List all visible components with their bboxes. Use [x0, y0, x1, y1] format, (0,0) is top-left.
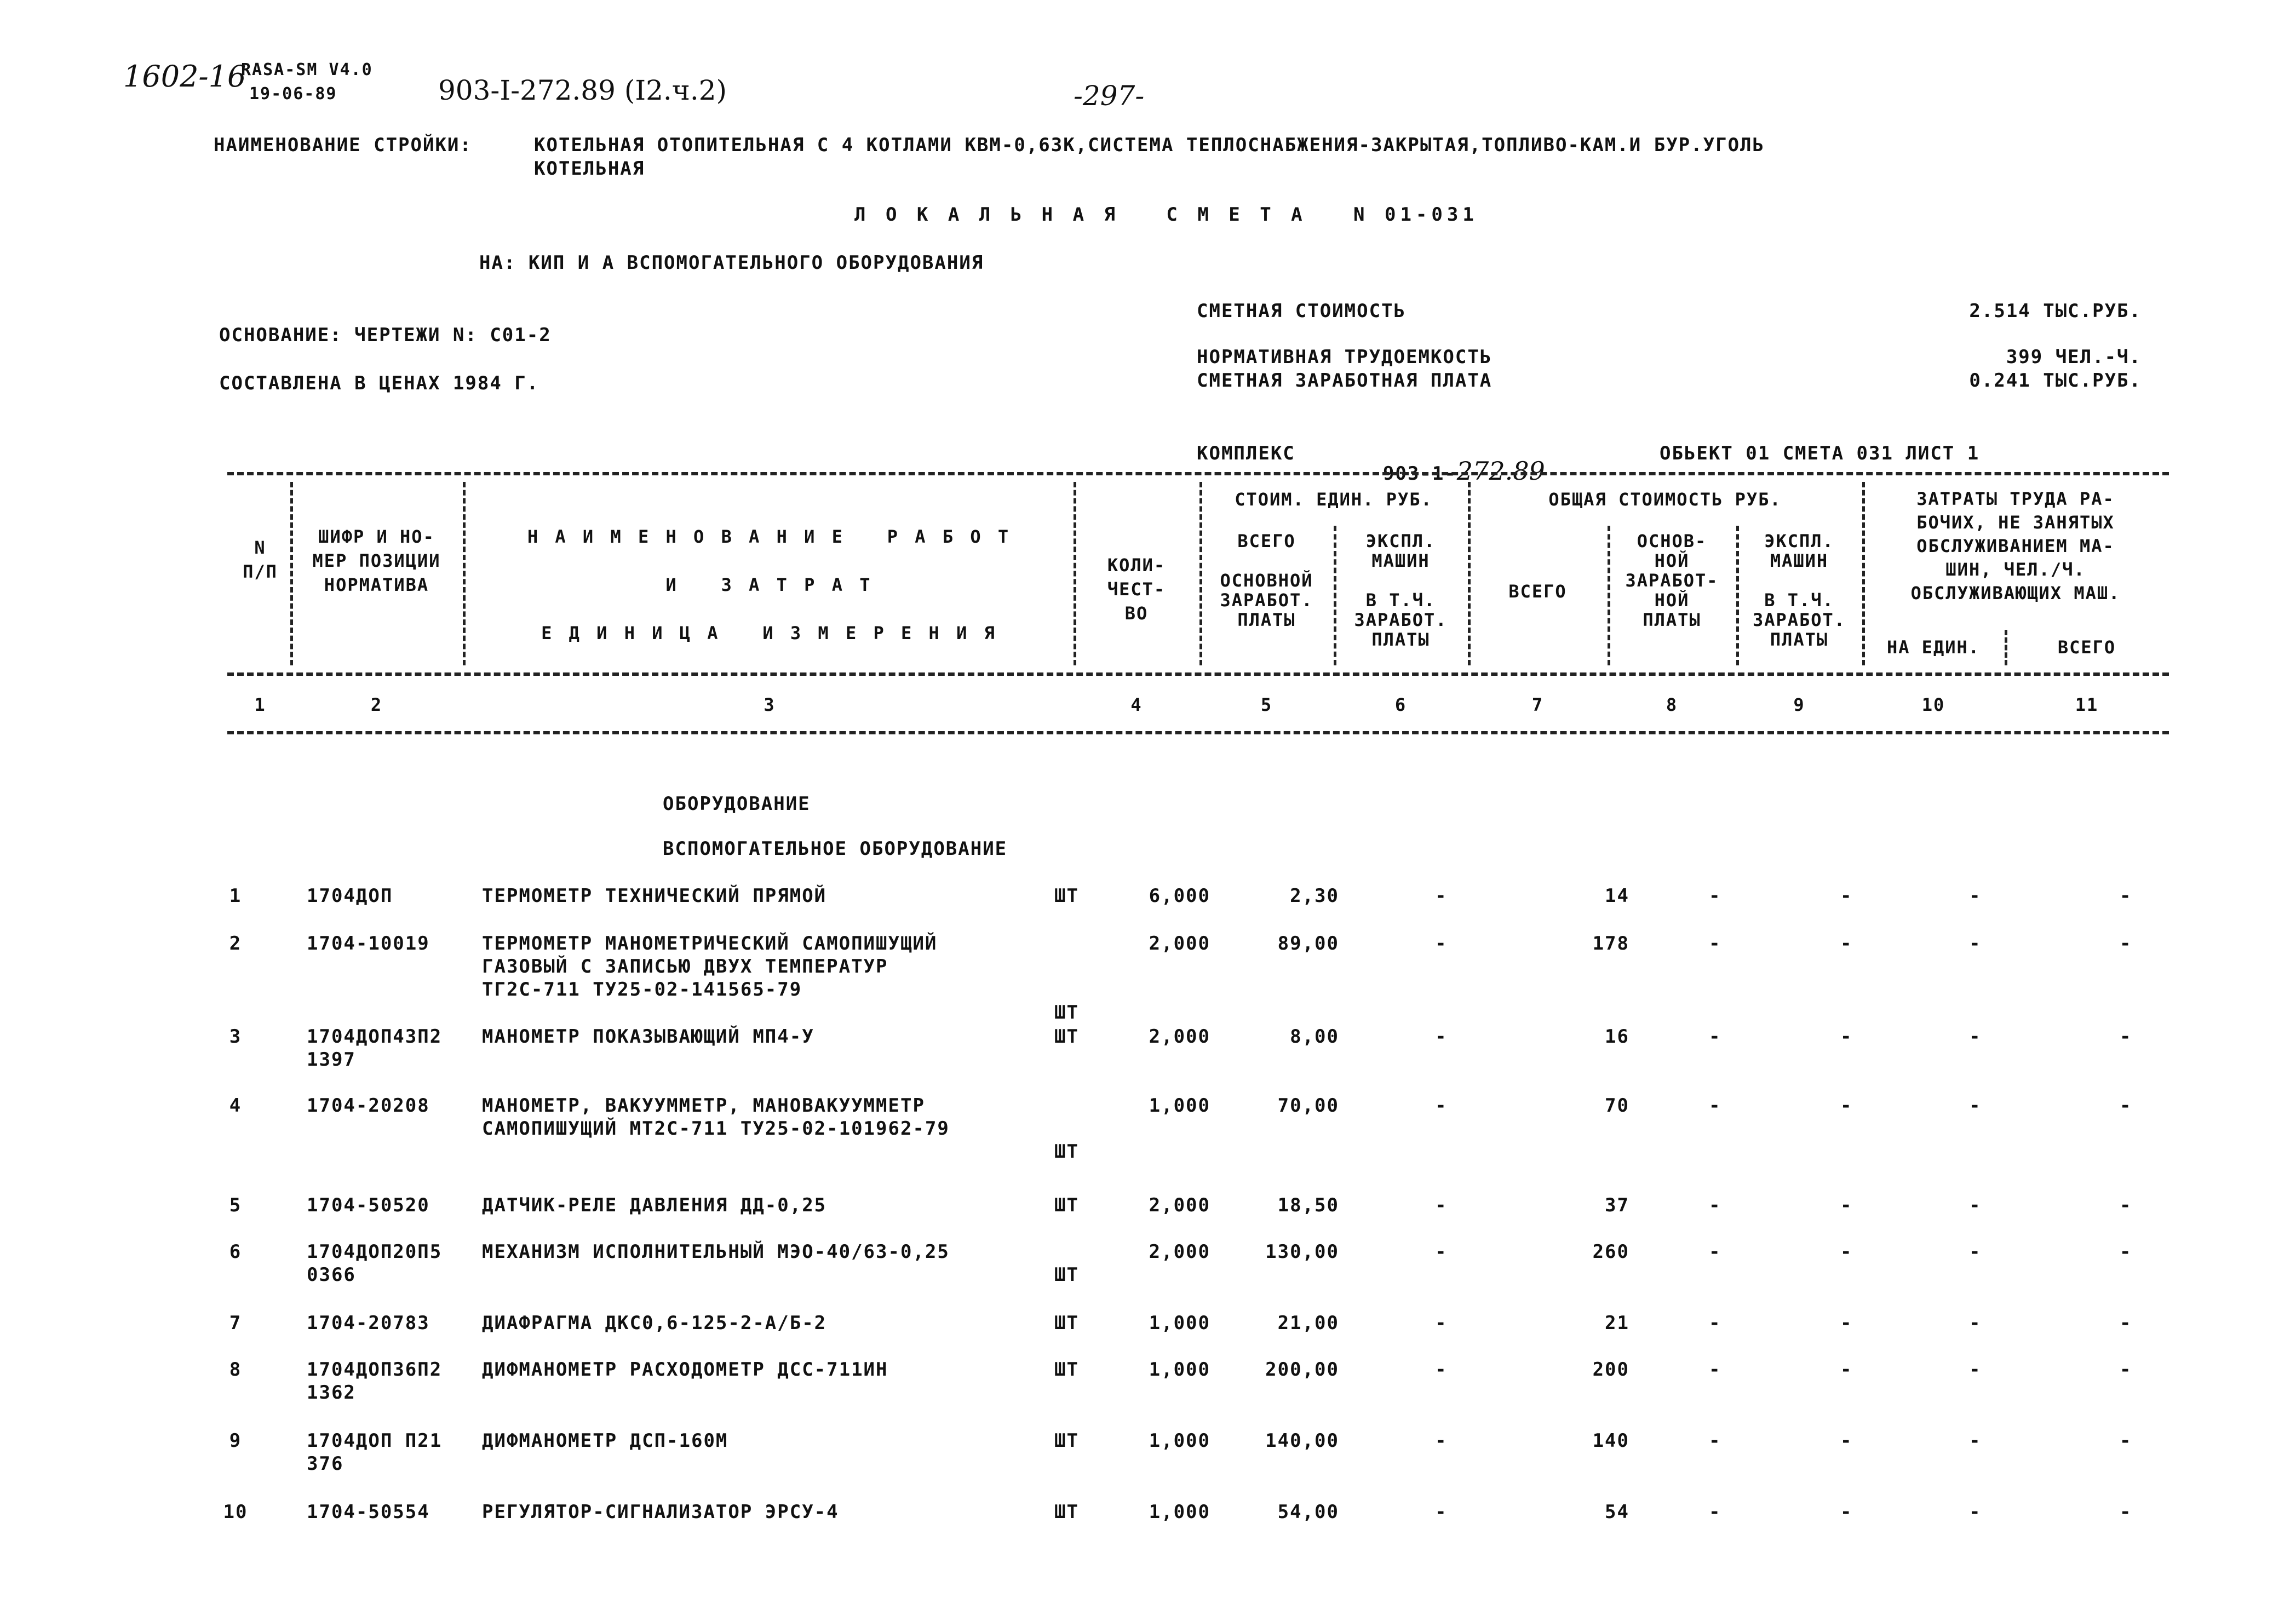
- row-unit-machines: -: [1435, 885, 1448, 907]
- object-info: ОБЬЕКТ 01 СМЕТА 031 ЛИСТ 1: [1660, 442, 1980, 464]
- row-number: 10: [223, 1501, 248, 1523]
- row-quantity: 2,000: [1149, 1194, 1210, 1216]
- basis: ОСНОВАНИЕ: ЧЕРТЕЖИ N: С01-2: [219, 324, 552, 346]
- row-machines: -: [1840, 1501, 1853, 1523]
- row-unit: ШТ: [1054, 1026, 1079, 1048]
- row-name-line: ТГ2С-711 ТУ25-02-141565-79: [482, 979, 802, 1001]
- row-machines: -: [1840, 1312, 1853, 1334]
- row-quantity: 2,000: [1149, 1026, 1210, 1048]
- col-number-3: 3: [764, 694, 776, 715]
- row-code-continued: 376: [307, 1453, 344, 1475]
- col-header-name: Н А И М Е Н О В А Н И Е Р А Б О Т И З А Т Р А Т Е Д И Н И Ц А И З М Е Р Е Н И Я: [527, 526, 1012, 643]
- row-unit: ШТ: [1054, 1002, 1079, 1024]
- row-labor-per-unit: -: [1969, 1095, 1982, 1117]
- cost-label: СМЕТНАЯ СТОИМОСТЬ: [1197, 300, 1406, 322]
- row-number: 9: [229, 1430, 242, 1452]
- row-code: 1704-20208: [307, 1095, 430, 1117]
- row-labor-per-unit: -: [1969, 885, 1982, 907]
- col-header-base-wage: ОСНОВ- НОЙ ЗАРАБОТ- НОЙ ПЛАТЫ: [1625, 531, 1719, 630]
- row-code: 1704-50554: [307, 1501, 430, 1523]
- row-unit-price: 54,00: [1277, 1501, 1339, 1523]
- row-unit-machines: -: [1435, 933, 1448, 955]
- row-labor-total: -: [2120, 1430, 2132, 1452]
- row-base-wage: -: [1709, 1359, 1721, 1381]
- row-machines: -: [1840, 1359, 1853, 1381]
- header-bottom-rule: [227, 731, 2169, 734]
- row-code-continued: 1397: [307, 1049, 356, 1071]
- row-name-line: САМОПИШУЩИЙ МТ2С-711 ТУ25-02-101962-79: [482, 1118, 950, 1140]
- row-base-wage: -: [1709, 1312, 1721, 1334]
- project-code: 903-I-272.89 (I2.ч.2): [438, 74, 727, 106]
- row-unit-machines: -: [1435, 1501, 1448, 1523]
- row-unit-price: 140,00: [1265, 1430, 1339, 1452]
- row-total: 14: [1605, 885, 1629, 907]
- col-number-6: 6: [1394, 694, 1407, 715]
- row-code: 1704ДОП43П2: [307, 1026, 443, 1048]
- row-unit-price: 70,00: [1277, 1095, 1339, 1117]
- row-code-continued: 1362: [307, 1382, 356, 1404]
- row-unit-machines: -: [1435, 1095, 1448, 1117]
- row-quantity: 2,000: [1149, 933, 1210, 955]
- labor-value: 399 ЧЕЛ.-Ч.: [2006, 346, 2142, 368]
- col-number-1: 1: [254, 694, 266, 715]
- row-name-line: МЕХАНИЗМ ИСПОЛНИТЕЛЬНЫЙ МЭО-40/63-0,25: [482, 1241, 950, 1263]
- row-total: 178: [1592, 933, 1629, 955]
- row-code: 1704ДОП20П5: [307, 1241, 443, 1263]
- wage-value: 0.241 ТЫС.РУБ.: [1969, 370, 2142, 392]
- section-title: ОБОРУДОВАНИЕ: [663, 793, 811, 815]
- row-unit-price: 8,00: [1290, 1026, 1339, 1048]
- row-labor-total: -: [2120, 933, 2132, 955]
- row-number: 6: [229, 1241, 242, 1263]
- complex-code: [1358, 438, 1545, 485]
- row-code: 1704ДОП: [307, 885, 393, 907]
- row-machines: -: [1840, 933, 1853, 955]
- row-labor-per-unit: -: [1969, 1430, 1982, 1452]
- row-labor-total: -: [2120, 1241, 2132, 1263]
- row-number: 2: [229, 933, 242, 955]
- row-total: 70: [1605, 1095, 1629, 1117]
- col-number-11: 11: [2075, 694, 2099, 715]
- row-quantity: 1,000: [1149, 1095, 1210, 1117]
- handwritten-reference: 1602-16: [123, 59, 246, 94]
- col-header-labor-per-unit: НА ЕДИН.: [1886, 637, 1981, 658]
- row-total: 16: [1605, 1026, 1629, 1048]
- row-unit-price: 200,00: [1265, 1359, 1339, 1381]
- prices-year: СОСТАВЛЕНА В ЦЕНАХ 1984 Г.: [219, 372, 539, 394]
- row-machines: -: [1840, 1026, 1853, 1048]
- row-name-line: ТЕРМОМЕТР ТЕХНИЧЕСКИЙ ПРЯМОЙ: [482, 885, 827, 907]
- row-total: 21: [1605, 1312, 1629, 1334]
- row-name-line: МАНОМЕТР ПОКАЗЫВАЮЩИЙ МП4-У: [482, 1026, 814, 1048]
- row-total: 200: [1592, 1359, 1629, 1381]
- col-header-number: N П/П: [243, 537, 278, 582]
- row-base-wage: -: [1709, 885, 1721, 907]
- row-unit-machines: -: [1435, 1430, 1448, 1452]
- row-name-line: ДИАФРАГМА ДКС0,6-125-2-А/Б-2: [482, 1312, 827, 1334]
- row-machines: -: [1840, 1241, 1853, 1263]
- col-header-labor-group: ЗАТРАТЫ ТРУДА РА- БОЧИХ, НЕ ЗАНЯТЫХ ОБСЛУЖИВАНИЕМ МА- ШИН, ЧЕЛ./Ч. ОБСЛУЖИВАЮЩИХ МАШ.: [1910, 488, 2121, 603]
- col-header-qty: КОЛИ- ЧЕСТ- ВО: [1107, 555, 1166, 624]
- row-labor-total: -: [2120, 1501, 2132, 1523]
- row-quantity: 1,000: [1149, 1501, 1210, 1523]
- row-number: 3: [229, 1026, 242, 1048]
- row-base-wage: -: [1709, 1095, 1721, 1117]
- row-unit: ШТ: [1054, 1194, 1079, 1216]
- col-header-labor-total: ВСЕГО: [2057, 637, 2116, 658]
- col-header-unit-total: ВСЕГО ОСНОВНОЙ ЗАРАБОТ. ПЛАТЫ: [1220, 531, 1313, 630]
- row-machines: -: [1840, 885, 1853, 907]
- row-quantity: 1,000: [1149, 1312, 1210, 1334]
- col-header-total-group: ОБЩАЯ СТОИМОСТЬ РУБ.: [1548, 489, 1782, 510]
- complex-label: КОМПЛЕКС: [1197, 442, 1295, 464]
- row-total: 140: [1592, 1430, 1629, 1452]
- complex-code-typed: 903-1-: [1382, 463, 1457, 485]
- row-unit: ШТ: [1054, 1501, 1079, 1523]
- row-unit-price: 2,30: [1290, 885, 1339, 907]
- row-labor-total: -: [2120, 1312, 2132, 1334]
- row-labor-per-unit: -: [1969, 1312, 1982, 1334]
- row-labor-per-unit: -: [1969, 1194, 1982, 1216]
- row-name-line: МАНОМЕТР, ВАКУУММЕТР, МАНОВАКУУММЕТР: [482, 1095, 925, 1117]
- row-base-wage: -: [1709, 933, 1721, 955]
- row-quantity: 6,000: [1149, 885, 1210, 907]
- row-labor-per-unit: -: [1969, 1241, 1982, 1263]
- row-base-wage: -: [1709, 1241, 1721, 1263]
- print-date: 19-06-89: [249, 84, 337, 104]
- row-code: 1704ДОП36П2: [307, 1359, 443, 1381]
- row-name-line: ДИФМАНОМЕТР РАСХОДОМЕТР ДСС-711ИН: [482, 1359, 888, 1381]
- row-quantity: 1,000: [1149, 1359, 1210, 1381]
- row-machines: -: [1840, 1095, 1853, 1117]
- wage-label: СМЕТНАЯ ЗАРАБОТНАЯ ПЛАТА: [1197, 370, 1493, 392]
- row-quantity: 1,000: [1149, 1430, 1210, 1452]
- row-labor-total: -: [2120, 1359, 2132, 1381]
- row-base-wage: -: [1709, 1430, 1721, 1452]
- estimate-title: Л О К А Л Ь Н А Я С М Е Т А N 01-031: [854, 204, 1478, 226]
- row-code-continued: 0366: [307, 1264, 356, 1286]
- row-labor-per-unit: -: [1969, 933, 1982, 955]
- row-unit: ШТ: [1054, 1359, 1079, 1381]
- row-total: 37: [1605, 1194, 1629, 1216]
- row-labor-total: -: [2120, 1194, 2132, 1216]
- page-number: -297-: [1074, 80, 1145, 112]
- row-total: 54: [1605, 1501, 1629, 1523]
- col-number-4: 4: [1130, 694, 1143, 715]
- row-labor-total: -: [2120, 1026, 2132, 1048]
- row-unit-price: 21,00: [1277, 1312, 1339, 1334]
- row-name-line: ТЕРМОМЕТР МАНОМЕТРИЧЕСКИЙ САМОПИШУЩИЙ: [482, 933, 938, 955]
- row-unit-machines: -: [1435, 1312, 1448, 1334]
- col-number-9: 9: [1793, 694, 1805, 715]
- row-name-line: РЕГУЛЯТОР-СИГНАЛИЗАТОР ЭРСУ-4: [482, 1501, 839, 1523]
- row-unit-machines: -: [1435, 1194, 1448, 1216]
- col-number-8: 8: [1666, 694, 1678, 715]
- row-unit: ШТ: [1054, 1430, 1079, 1452]
- construction-name-line2: КОТЕЛЬНАЯ: [534, 158, 645, 180]
- col-number-10: 10: [1921, 694, 1945, 715]
- construction-name-line1: КОТЕЛЬНАЯ ОТОПИТЕЛЬНАЯ С 4 КОТЛАМИ КВМ-0,63К,СИСТЕМА ТЕПЛОСНАБЖЕНИЯ-ЗАКРЫТАЯ,ТОПЛИВО-КАМ.И БУР.УГОЛЬ: [534, 134, 1765, 156]
- cost-value: 2.514 ТЫС.РУБ.: [1969, 300, 2142, 322]
- col-number-5: 5: [1260, 694, 1273, 715]
- row-labor-total: -: [2120, 1095, 2132, 1117]
- row-quantity: 2,000: [1149, 1241, 1210, 1263]
- row-unit: ШТ: [1054, 1141, 1079, 1163]
- row-labor-per-unit: -: [1969, 1359, 1982, 1381]
- header-top-rule: [227, 472, 2169, 475]
- row-machines: -: [1840, 1194, 1853, 1216]
- row-code: 1704-50520: [307, 1194, 430, 1216]
- row-total: 260: [1592, 1241, 1629, 1263]
- row-unit-machines: -: [1435, 1026, 1448, 1048]
- row-code: 1704-20783: [307, 1312, 430, 1334]
- row-labor-per-unit: -: [1969, 1026, 1982, 1048]
- row-unit-machines: -: [1435, 1241, 1448, 1263]
- system-version: RASA-SM V4.0: [241, 60, 373, 79]
- row-number: 1: [229, 885, 242, 907]
- row-unit: ШТ: [1054, 885, 1079, 907]
- row-labor-total: -: [2120, 885, 2132, 907]
- col-header-unit-cost-group: СТОИМ. ЕДИН. РУБ.: [1235, 489, 1433, 510]
- col-number-7: 7: [1531, 694, 1544, 715]
- row-labor-per-unit: -: [1969, 1501, 1982, 1523]
- row-unit-price: 130,00: [1265, 1241, 1339, 1263]
- row-unit: ШТ: [1054, 1312, 1079, 1334]
- labor-label: НОРМАТИВНАЯ ТРУДОЕМКОСТЬ: [1197, 346, 1493, 368]
- row-number: 4: [229, 1095, 242, 1117]
- row-base-wage: -: [1709, 1501, 1721, 1523]
- row-code: 1704ДОП П21: [307, 1430, 443, 1452]
- row-machines: -: [1840, 1430, 1853, 1452]
- row-number: 7: [229, 1312, 242, 1334]
- col-header-total: ВСЕГО: [1508, 581, 1567, 602]
- row-number: 8: [229, 1359, 242, 1381]
- col-header-machines: ЭКСПЛ. МАШИН В Т.Ч. ЗАРАБОТ. ПЛАТЫ: [1752, 531, 1846, 650]
- row-unit-price: 89,00: [1277, 933, 1339, 955]
- row-name-line: ДИФМАНОМЕТР ДСП-160М: [482, 1430, 728, 1452]
- row-base-wage: -: [1709, 1194, 1721, 1216]
- row-unit-machines: -: [1435, 1359, 1448, 1381]
- row-unit: ШТ: [1054, 1264, 1079, 1286]
- row-number: 5: [229, 1194, 242, 1216]
- row-code: 1704-10019: [307, 933, 430, 955]
- header-mid-rule: [227, 672, 2169, 676]
- row-base-wage: -: [1709, 1026, 1721, 1048]
- col-header-unit-machines: ЭКСПЛ. МАШИН В Т.Ч. ЗАРАБОТ. ПЛАТЫ: [1354, 531, 1448, 650]
- col-header-code: ШИФР И НО- МЕР ПОЗИЦИИ НОРМАТИВА: [312, 526, 441, 595]
- row-unit-price: 18,50: [1277, 1194, 1339, 1216]
- row-name-line: ДАТЧИК-РЕЛЕ ДАВЛЕНИЯ ДД-0,25: [482, 1194, 827, 1216]
- subsection-title: ВСПОМОГАТЕЛЬНОЕ ОБОРУДОВАНИЕ: [663, 838, 1008, 860]
- row-name-line: ГАЗОВЫЙ С ЗАПИСЬЮ ДВУХ ТЕМПЕРАТУР: [482, 956, 888, 978]
- col-number-2: 2: [370, 694, 383, 715]
- complex-code-handwritten: 272.89: [1456, 456, 1545, 486]
- construction-label: НАИМЕНОВАНИЕ СТРОЙКИ:: [214, 134, 472, 156]
- estimate-subject: НА: КИП И А ВСПОМОГАТЕЛЬНОГО ОБОРУДОВАНИЯ: [479, 252, 984, 274]
